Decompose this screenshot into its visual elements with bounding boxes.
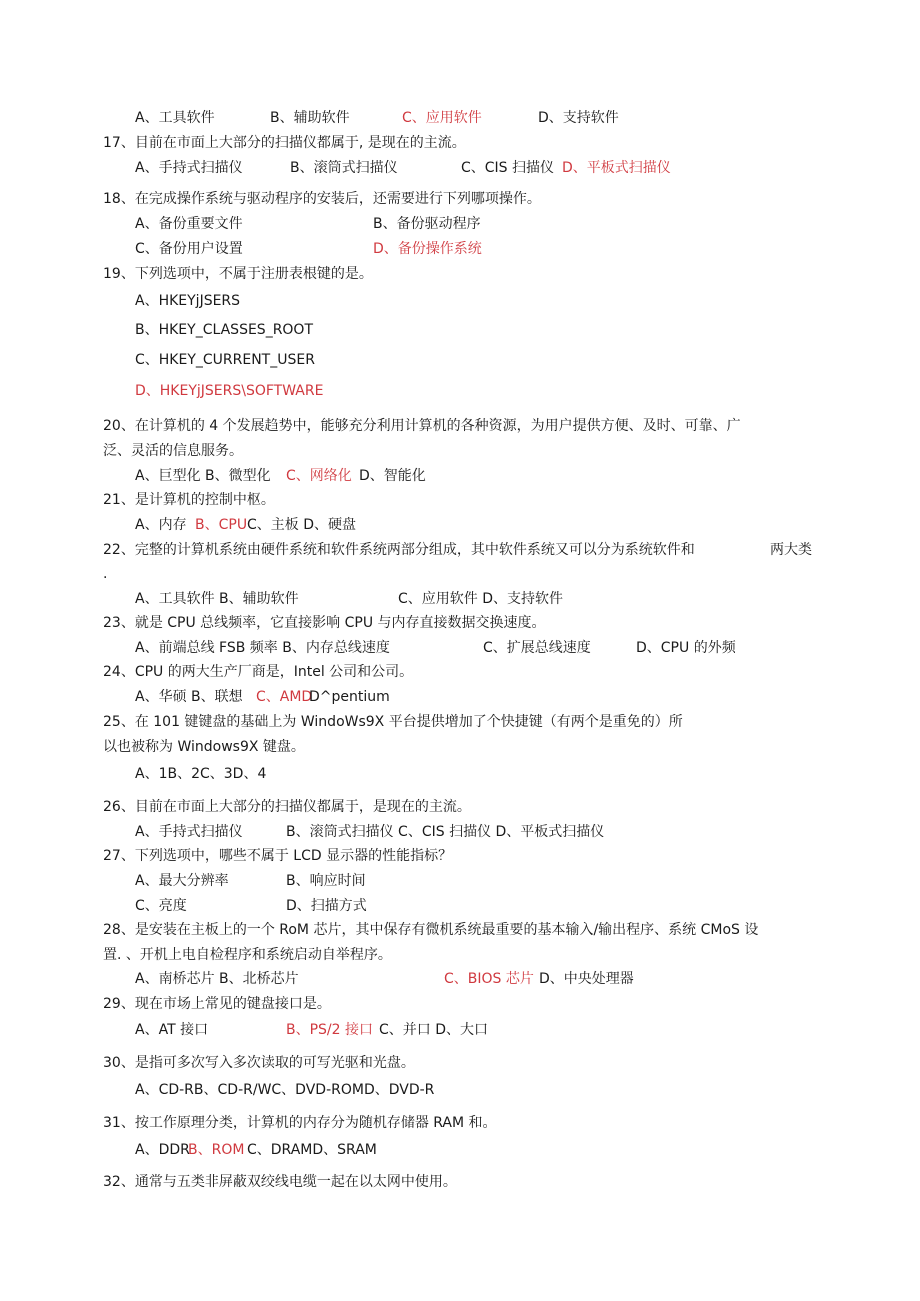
- q27-option-a: A、最大分辨率: [135, 873, 229, 889]
- q31-stem: 31、按工作原理分类，计算机的内存分为随机存储器 RAM 和。: [103, 1115, 497, 1131]
- q22-stem-tail: 两大类: [770, 542, 812, 558]
- q25-stem-line2: 以也被称为 Windows9X 键盘。: [103, 739, 305, 755]
- q19-option-d-answer: D、HKEYjJSERS\SOFTWARE: [135, 383, 324, 399]
- q17-option-b: B、滚筒式扫描仪: [290, 160, 398, 176]
- q30-stem: 30、是指可多次写入多次读取的可写光驱和光盘。: [103, 1055, 415, 1071]
- q24-stem: 24、CPU 的两大生产厂商是，Intel 公司和公司。: [103, 664, 414, 680]
- q20-option-d: D、智能化: [359, 468, 426, 484]
- q22-option-cd: C、应用软件 D、支持软件: [398, 591, 564, 607]
- q26-option-a: A、手持式扫描仪: [135, 824, 243, 840]
- q20-stem-line2: 泛、灵活的信息服务。: [103, 443, 243, 459]
- q18-option-a: A、备份重要文件: [135, 216, 243, 232]
- q22-option-ab: A、工具软件 B、辅助软件: [135, 591, 299, 607]
- q23-stem: 23、就是 CPU 总线频率，它直接影响 CPU 与内存直接数据交换速度。: [103, 615, 546, 631]
- q17-stem: 17、目前在市面上大部分的扫描仪都属于, 是现在的主流。: [103, 135, 466, 151]
- q29-option-cd: C、并口 D、大口: [379, 1022, 489, 1038]
- q29-stem: 29、现在市场上常见的键盘接口是。: [103, 996, 331, 1012]
- q28-option-c-answer: C、BIOS 芯片: [444, 971, 534, 987]
- q21-option-cd: C、主板 D、硬盘: [247, 517, 357, 533]
- q17-option-a: A、手持式扫描仪: [135, 160, 243, 176]
- q25-stem-line1: 25、在 101 键键盘的基础上为 WindoWs9X 平台提供增加了个快捷键（有两个是重免的）所: [103, 714, 683, 730]
- q16-option-b: B、辅助软件: [270, 110, 350, 126]
- q22-stem-line2: .: [103, 566, 108, 582]
- q28-option-d: D、中央处理器: [539, 971, 634, 987]
- q31-option-a: A、DDR: [135, 1142, 190, 1158]
- q30-options: A、CD-RB、CD-R/WC、DVD-ROMD、DVD-R: [135, 1082, 435, 1098]
- q21-option-b-answer: B、CPU: [195, 517, 248, 533]
- q23-option-c: C、扩展总线速度: [483, 640, 591, 656]
- q21-stem: 21、是计算机的控制中枢。: [103, 492, 275, 508]
- q20-option-c-answer: C、网络化: [286, 468, 352, 484]
- q19-option-c: C、HKEY_CURRENT_USER: [135, 352, 315, 368]
- q21-option-a: A、内存: [135, 517, 187, 533]
- q28-stem-line2: 置. 、开机上电自检程序和系统启动自举程序。: [103, 947, 392, 963]
- q16-option-a: A、工具软件: [135, 110, 215, 126]
- q26-option-bcd: B、滚筒式扫描仪 C、CIS 扫描仪 D、平板式扫描仪: [286, 824, 605, 840]
- q31-option-cd: C、DRAMD、SRAM: [247, 1142, 377, 1158]
- q25-options: A、1B、2C、3D、4: [135, 766, 267, 782]
- q24-option-c-answer: C、AMD: [256, 689, 313, 705]
- q27-option-c: C、亮度: [135, 898, 187, 914]
- q32-stem: 32、通常与五类非屏蔽双绞线电缆一起在以太网中使用。: [103, 1174, 457, 1190]
- q28-stem-line1: 28、是安装在主板上的一个 RoM 芯片，其中保存有微机系统最重要的基本输入/输出程序、系统 CMoS 设: [103, 922, 759, 938]
- q24-option-ab: A、华硕 B、联想: [135, 689, 243, 705]
- q18-option-d-answer: D、备份操作系统: [373, 241, 482, 257]
- q17-option-d-answer: D、平板式扫描仪: [562, 160, 671, 176]
- q31-option-b-answer: B、ROM: [188, 1142, 245, 1158]
- q19-option-a: A、HKEYjJSERS: [135, 293, 241, 309]
- q23-option-d: D、CPU 的外频: [636, 640, 736, 656]
- q20-stem-line1: 20、在计算机的 4 个发展趋势中，能够充分利用计算机的各种资源，为用户提供方便、及时、可靠、广: [103, 418, 741, 434]
- q23-option-ab: A、前端总线 FSB 频率 B、内存总线速度: [135, 640, 390, 656]
- q22-stem-text: 22、完整的计算机系统由硬件系统和软件系统两部分组成，其中软件系统又可以分为系统软件和: [103, 542, 695, 558]
- q19-stem: 19、下列选项中，不属于注册表根键的是。: [103, 266, 373, 282]
- q29-option-b-answer: B、PS/2 接口: [286, 1022, 374, 1038]
- q27-option-b: B、响应时间: [286, 873, 366, 889]
- q18-stem: 18、在完成操作系统与驱动程序的安装后，还需要进行下列哪项操作。: [103, 191, 541, 207]
- q18-option-c: C、备份用户设置: [135, 241, 243, 257]
- q27-option-d: D、扫描方式: [286, 898, 367, 914]
- q26-stem: 26、目前在市面上大部分的扫描仪都属于，是现在的主流。: [103, 799, 471, 815]
- q18-option-b: B、备份驱动程序: [373, 216, 481, 232]
- q16-option-c-answer: C、应用软件: [402, 110, 482, 126]
- q20-option-ab: A、巨型化 B、微型化: [135, 468, 271, 484]
- q24-option-d: D^pentium: [309, 689, 390, 705]
- q16-option-d: D、支持软件: [538, 110, 619, 126]
- q27-stem: 27、下列选项中，哪些不属于 LCD 显示器的性能指标？: [103, 848, 453, 864]
- q29-option-a: A、AT 接口: [135, 1022, 209, 1038]
- q19-option-b: B、HKEY_CLASSES_ROOT: [135, 322, 314, 338]
- q28-option-ab: A、南桥芯片 B、北桥芯片: [135, 971, 299, 987]
- q17-option-c: C、CIS 扫描仪: [461, 160, 555, 176]
